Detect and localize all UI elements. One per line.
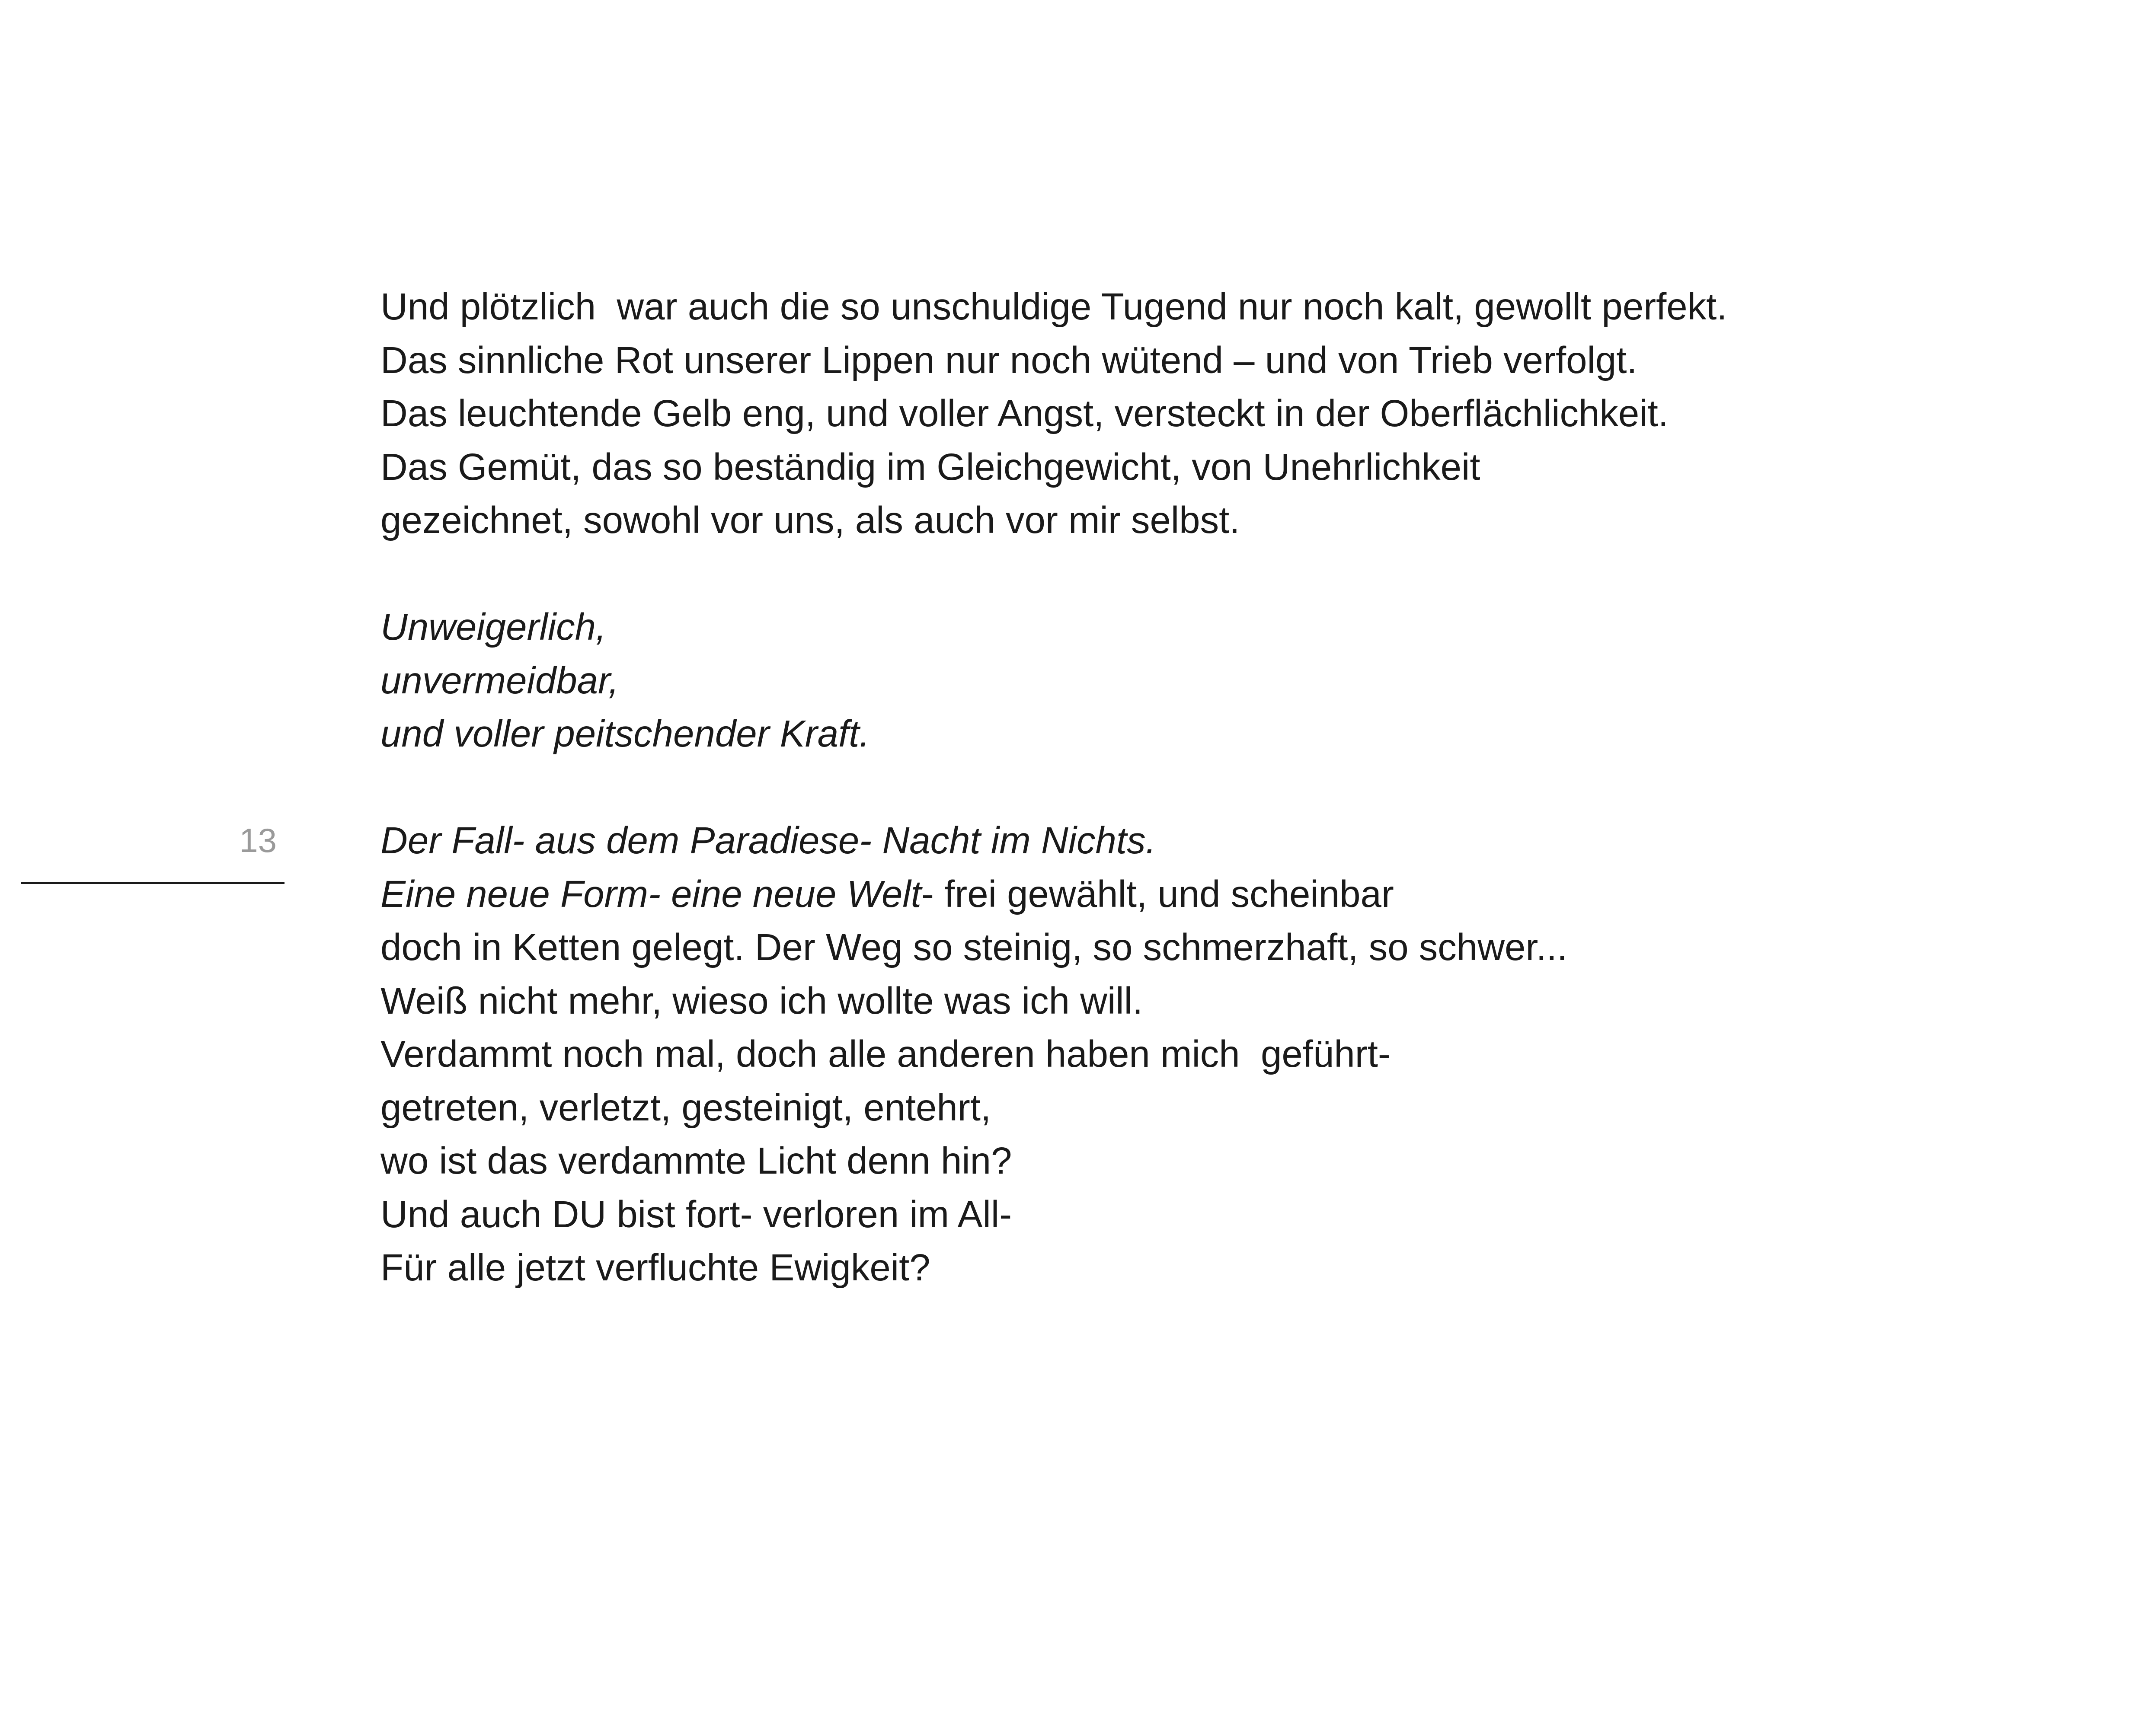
poem-line-italic: und voller peitschender Kraft. — [380, 713, 870, 755]
stanza-break — [380, 761, 1980, 814]
stanza-break — [380, 547, 1980, 601]
poem-line-italic: Der Fall- aus dem Paradiese- Nacht im Nichts. — [380, 820, 1156, 862]
poem-line: wo ist das verdammte Licht denn hin? — [380, 1140, 1012, 1182]
poem-line: Das Gemüt, das so beständig im Gleichgewicht, von Unehrlichkeit — [380, 446, 1480, 488]
page-number: 13 — [239, 821, 277, 859]
poem-line: Und plötzlich war auch die so unschuldige Tugend nur noch kalt, gewollt perfekt. — [380, 286, 1727, 328]
stanza-3 — [380, 814, 1980, 1295]
poem-line: Das leuchtende Gelb eng, und voller Angst, versteckt in der Oberflächlichkeit. — [380, 393, 1669, 434]
poem-line-mixed — [380, 868, 1980, 921]
poem-line-italic: unvermeidbar, — [380, 659, 619, 702]
poem-body — [380, 280, 1980, 1295]
page-number-rule — [21, 882, 285, 884]
poem-line: doch in Ketten gelegt. Der Weg so steinig, so schmerzhaft, so schwer... — [380, 926, 1568, 968]
poem-line: Für alle jetzt verfluchte Ewigkeit? — [380, 1247, 930, 1289]
poem-line: Verdammt noch mal, doch alle anderen haben mich geführt- — [380, 1033, 1391, 1075]
stanza-2 — [380, 600, 1980, 761]
poem-line: Das sinnliche Rot unserer Lippen nur noch wütend – und von Trieb verfolgt. — [380, 339, 1637, 381]
stanza-1 — [380, 280, 1980, 547]
poem-line: Weiß nicht mehr, wieso ich wollte was ich will. — [380, 980, 1143, 1022]
poem-line: getreten, verletzt, gesteinigt, entehrt, — [380, 1086, 991, 1129]
poem-line: Und auch DU bist fort- verloren im All- — [380, 1193, 1012, 1235]
poem-line-regular-part: - frei gewählt, und scheinbar — [921, 873, 1394, 915]
poem-line: gezeichnet, sowohl vor uns, als auch vor mir selbst. — [380, 499, 1240, 541]
poem-line-italic: Unweigerlich, — [380, 606, 607, 648]
poem-line-italic-part: Eine neue Form- eine neue Welt — [380, 873, 921, 915]
